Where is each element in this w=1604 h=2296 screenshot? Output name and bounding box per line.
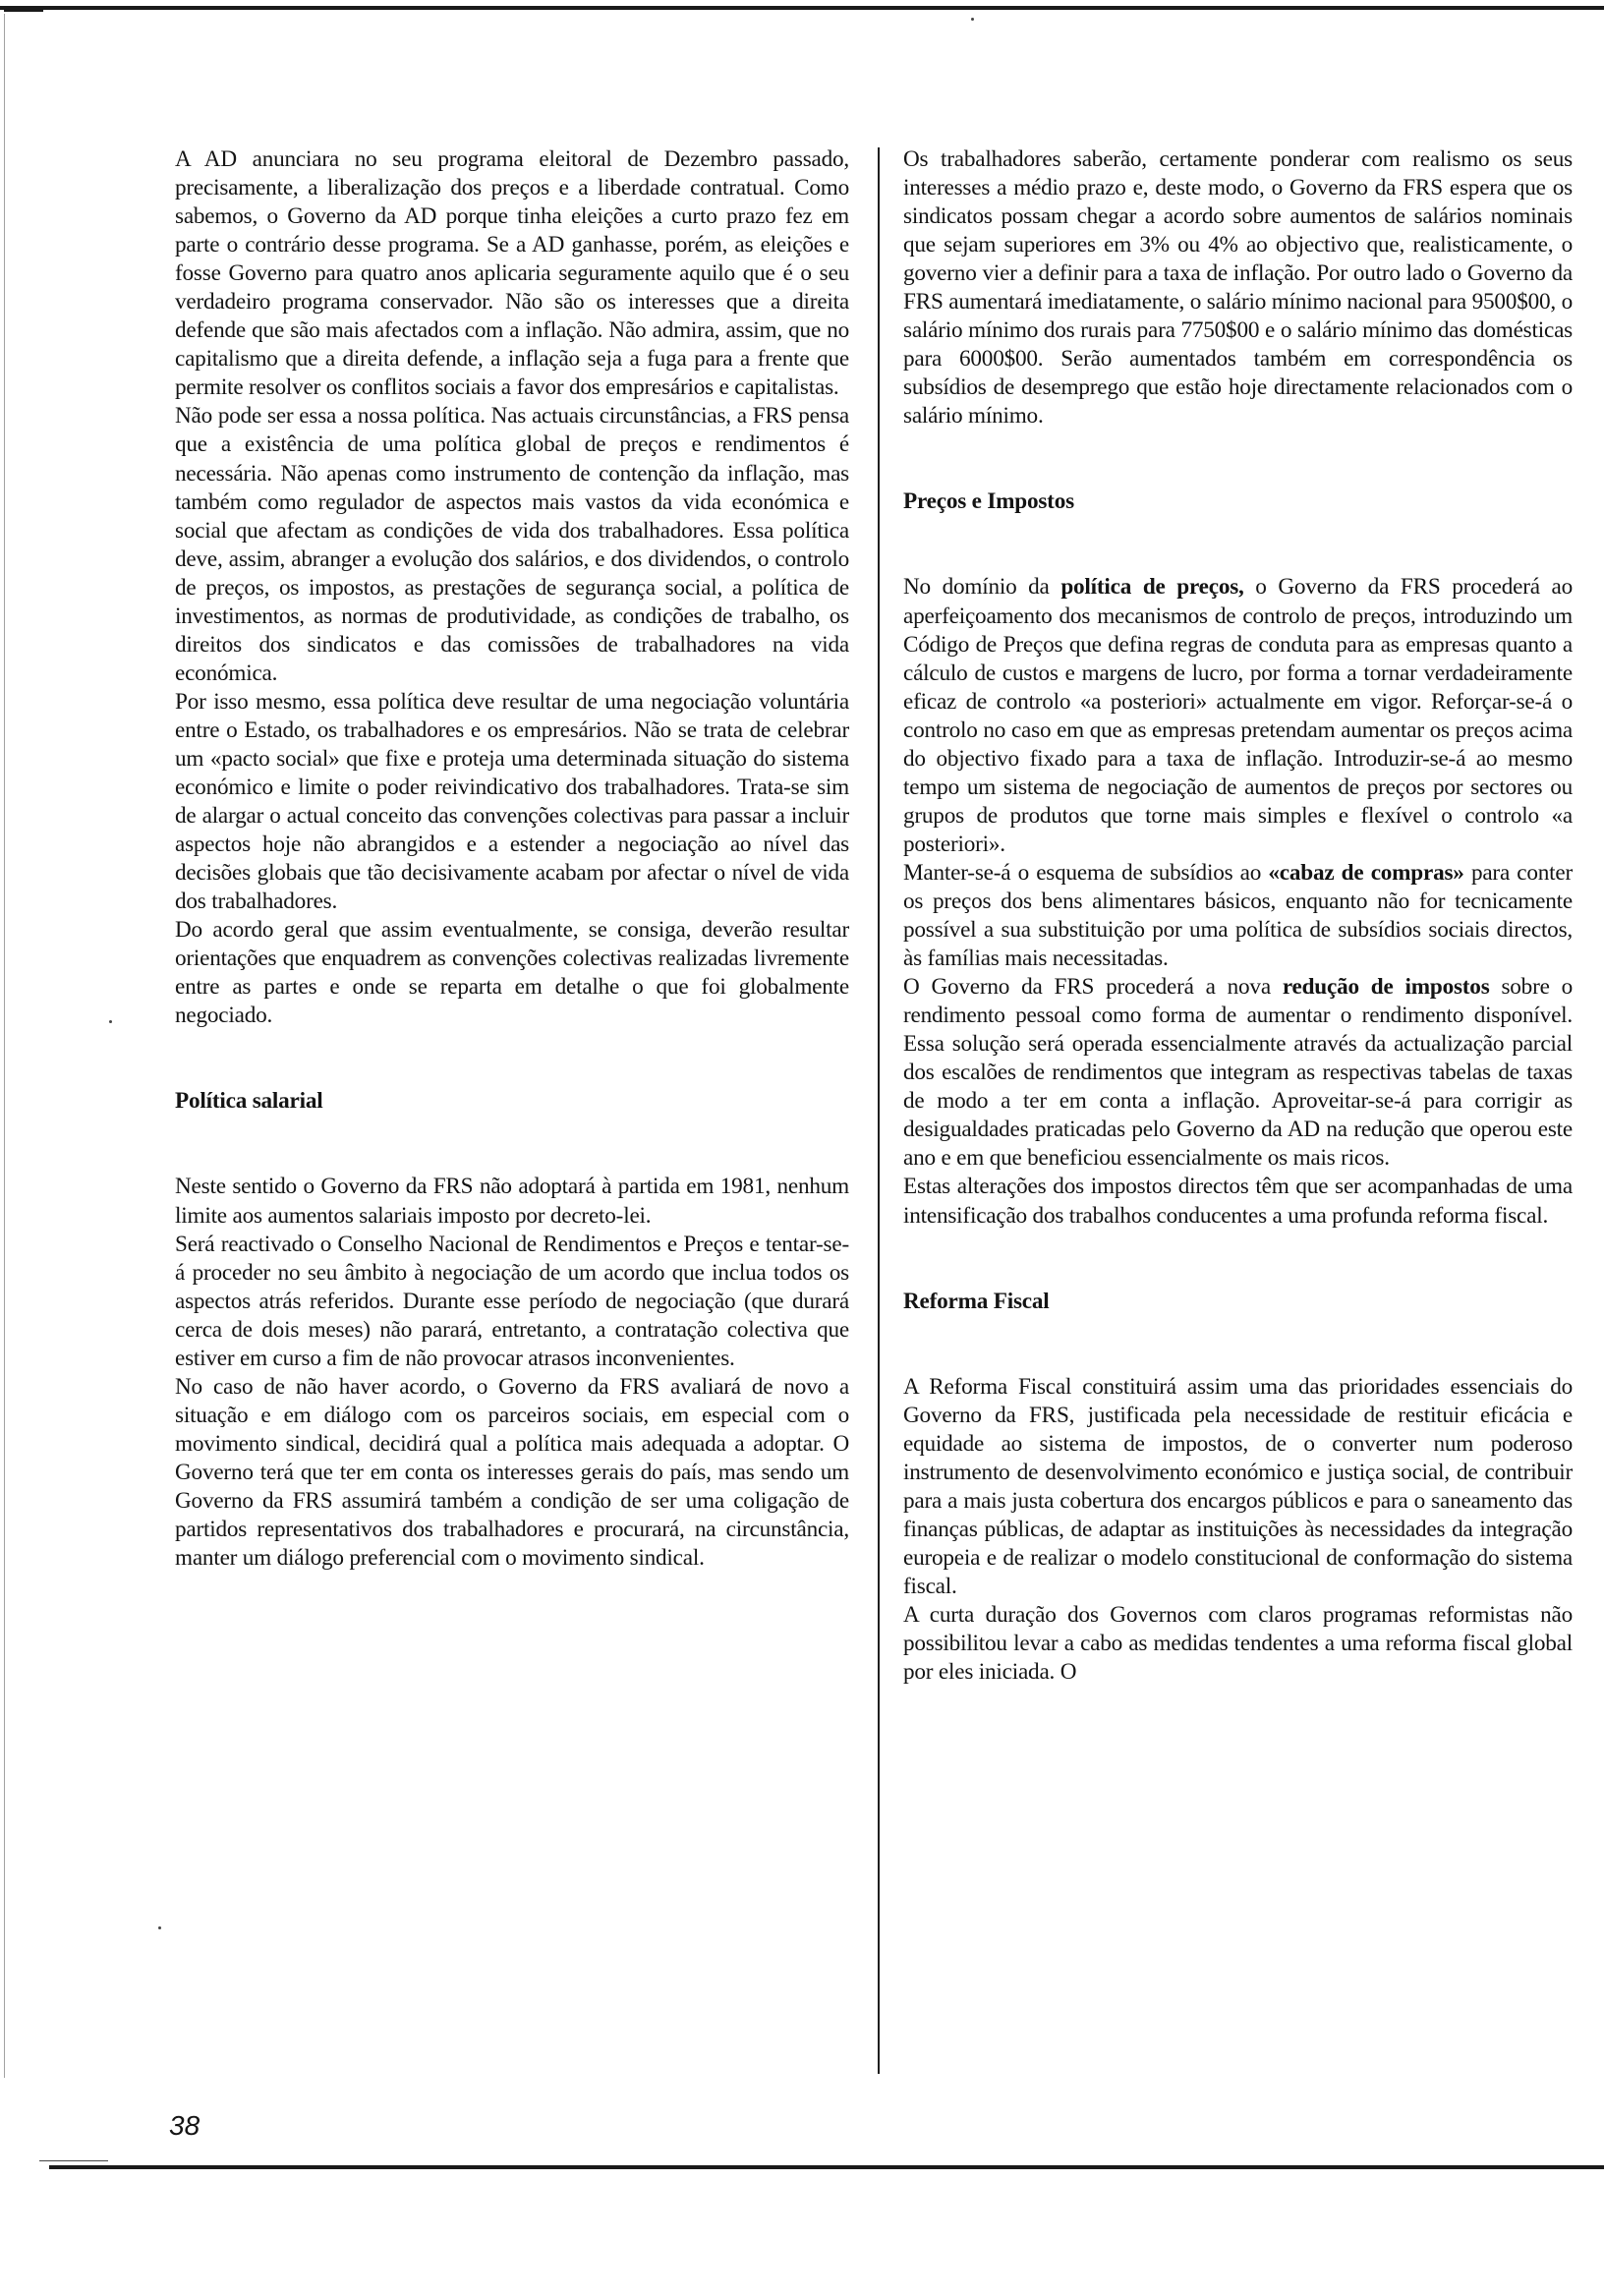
right-column bbox=[903, 145, 1573, 1687]
paragraph: Os trabalhadores saberão, certamente ponderar com realismo os seus interesses a médio prazo e, deste modo, o Governo da FRS espera que os sindicatos possam chegar a acordo sobre aumentos de salários nominais que sejam superiores em 3% ou 4% ao objectivo que, realisticamente, o governo vier a definir para a taxa de inflação. Por outro lado o Governo da FRS aumentará imediatamente, o salário mínimo nacional para 9500$00, o salário mínimo dos rurais para 7750$00 e o salário mínimo das domésticas para 6000$00. Serão aumentados também em correspondência os subsídios de desemprego que estão hoje directamente relacionados com o salário mínimo. bbox=[903, 146, 1573, 430]
column-divider bbox=[878, 147, 880, 2074]
scan-speck bbox=[109, 1020, 112, 1023]
paragraph: Não pode ser essa a nossa política. Nas actuais circunstâncias, a FRS pensa que a existência de uma política global de preços e rendimentos é necessária. Não apenas como instrumento de contenção da inflação, mas também como regulador de aspectos mais vastos da vida económica e social que afectam as condições de vida dos trabalhadores. Essa política deve, assim, abranger a evolução dos salários, e dos dividendos, o controlo de preços, os impostos, as prestações de segurança social, a política de investimentos, as normas de produtividade, as condições de trabalho, os direitos dos sindicatos e das comissões de trabalhadores na vida económica. bbox=[175, 403, 849, 686]
paragraph: Será reactivado o Conselho Nacional de Rendimentos e Preços e tentar-se-á proceder no seu âmbito à negociação de um acordo que inclua todos os aspectos atrás referidos. Durante esse período de negociação (que durará cerca de dois meses) não parará, entretanto, a contratação colectiva que estiver em curso a fim de não provocar atrasos inconvenientes. bbox=[175, 1231, 849, 1371]
bold-term: política de preços, bbox=[1060, 574, 1244, 601]
paragraph bbox=[903, 573, 1573, 858]
scan-speck bbox=[971, 18, 974, 21]
paragraph: A AD anunciara no seu programa eleitoral de Dezembro passado, precisamente, a liberalização dos preços e a liberdade contratual. Como sabemos, o Governo da AD porque tinha eleições a curto prazo fez em parte o contrário desse programa. Se a AD ganhasse, porém, as eleições e fosse Governo para quatro anos aplicaria seguramente aquilo que é o seu verdadeiro programa conservador. Não são os interesses que a direita defende que são mais afectados com a inflação. Não admira, assim, que no capitalismo que a direita defende, a inflação seja a fuga para a frente que permite resolver os conflitos sociais a favor dos empresários e capitalistas. bbox=[175, 146, 849, 401]
bold-term: redução de impostos bbox=[1282, 974, 1490, 1001]
paragraph bbox=[903, 973, 1573, 1173]
bold-term: «cabaz de compras» bbox=[1268, 859, 1464, 886]
section-heading-politica-salarial: Política salarial bbox=[175, 1088, 323, 1115]
paragraph: No caso de não haver acordo, o Governo da FRS avaliará de novo a situação e em diálogo com os parceiros sociais, em especial com o movimento sindical, decidirá qual a política mais adequada a adoptar. O Governo terá que ter em conta os interesses gerais do país, mas sendo um Governo da FRS assumirá também a condição de ser uma coligação de partidos representativos dos trabalhadores e procurará, na circunstância, manter um diálogo preferencial com o movimento sindical. bbox=[175, 1373, 849, 1572]
paragraph: Por isso mesmo, essa política deve resultar de uma negociação voluntária entre o Estado, os trabalhadores e os empresários. Não se trata de celebrar um «pacto social» que fixe e proteja uma determinada situação do sistema económico e limite o poder reivindicativo dos trabalhadores. Trata-se sim de alargar o actual conceito das convenções colectivas para passar a incluir aspectos hoje não abrangidos e a estender a negociação ao nível das decisões globais que tão decisivamente acabam por afectar o nível de vida dos trabalhadores. bbox=[175, 688, 849, 915]
paragraph: Do acordo geral que assim eventualmente, se consiga, deverão resultar orientações que enquadrem as convenções colectivas realizadas livremente entre as partes e onde se reparta em detalhe o que foi globalmente negociado. bbox=[175, 917, 849, 1029]
left-scan-edge bbox=[4, 14, 5, 2078]
bottom-border-line bbox=[49, 2165, 1604, 2169]
scan-speck bbox=[158, 1926, 161, 1929]
text-run: o Governo da FRS procederá ao aperfeiçoamento dos mecanismos de controlo de preços, introduzindo um Código de Preços que defina regras de conduta para as empresas quanto a cálculo de custos e margens de lucro, por forma a tornar verdadeiramente eficaz de controlo «a posteriori» actualmente em vigor. Reforçar-se-á o controlo no caso em que as empresas pretendam aumentar os preços acima do objectivo fixado para a taxa de inflação. Introduzir-se-á ao mesmo tempo um sistema de negociação de aumentos de preços por sectores ou grupos de produtos que torne mais simples e flexível o controlo «a posteriori». bbox=[903, 574, 1573, 857]
text-run: sobre o rendimento pessoal como forma de aumentar o rendimento disponível. Essa solução será operada essencialmente através da actualização parcial dos escalões de rendimentos que integram as respectivas tabelas de taxas de modo a ter em conta a inflação. Aproveitar-se-á para corrigir as desigualdades praticadas pelo Governo da AD na redução que operou este ano e em que beneficiou essencialmente os mais ricos. bbox=[903, 974, 1573, 1172]
bottom-scan-mark bbox=[39, 2160, 108, 2161]
text-run: Manter-se-á o esquema de subsídios ao bbox=[903, 859, 1269, 886]
paragraph: A curta duração dos Governos com claros programas reformistas não possibilitou levar a cabo as medidas tendentes a uma reforma fiscal global por eles iniciada. O bbox=[903, 1601, 1573, 1686]
top-border-line bbox=[0, 6, 1604, 10]
section-heading-reforma-fiscal: Reforma Fiscal bbox=[903, 1288, 1050, 1314]
paragraph: A Reforma Fiscal constituirá assim uma das prioridades essenciais do Governo da FRS, justificada pela necessidade de restituir eficácia e equidade ao sistema de impostos, de o converter num poderoso instrumento de desenvolvimento económico e justiça social, de contribuir para a mais justa cobertura dos encargos públicos e para o saneamento das finanças públicas, de adaptar as instituições às necessidades da integração europeia e de realizar o modelo constitucional de conformação do sistema fiscal. bbox=[903, 1373, 1573, 1599]
text-run: para conter os preços dos bens alimentares básicos, enquanto não for tecnicamente possível a sua substituição por uma política de subsídios sociais directos, às famílias mais necessitadas. bbox=[903, 859, 1574, 972]
page-number: 38 bbox=[169, 2110, 200, 2141]
top-corner-mark bbox=[4, 10, 43, 12]
paragraph: Neste sentido o Governo da FRS não adoptará à partida em 1981, nenhum limite aos aumentos salariais imposto por decreto-lei. bbox=[175, 1174, 849, 1229]
text-run: No domínio da bbox=[903, 574, 1061, 601]
text-run: O Governo da FRS procederá a nova bbox=[903, 974, 1283, 1001]
section-heading-precos-e-impostos: Preços e Impostos bbox=[903, 488, 1074, 515]
left-column bbox=[175, 145, 849, 1573]
paragraph bbox=[903, 859, 1573, 973]
paragraph: Estas alterações dos impostos directos têm que ser acompanhadas de uma intensificação dos trabalhos conducentes a uma profunda reforma fiscal. bbox=[903, 1174, 1573, 1229]
